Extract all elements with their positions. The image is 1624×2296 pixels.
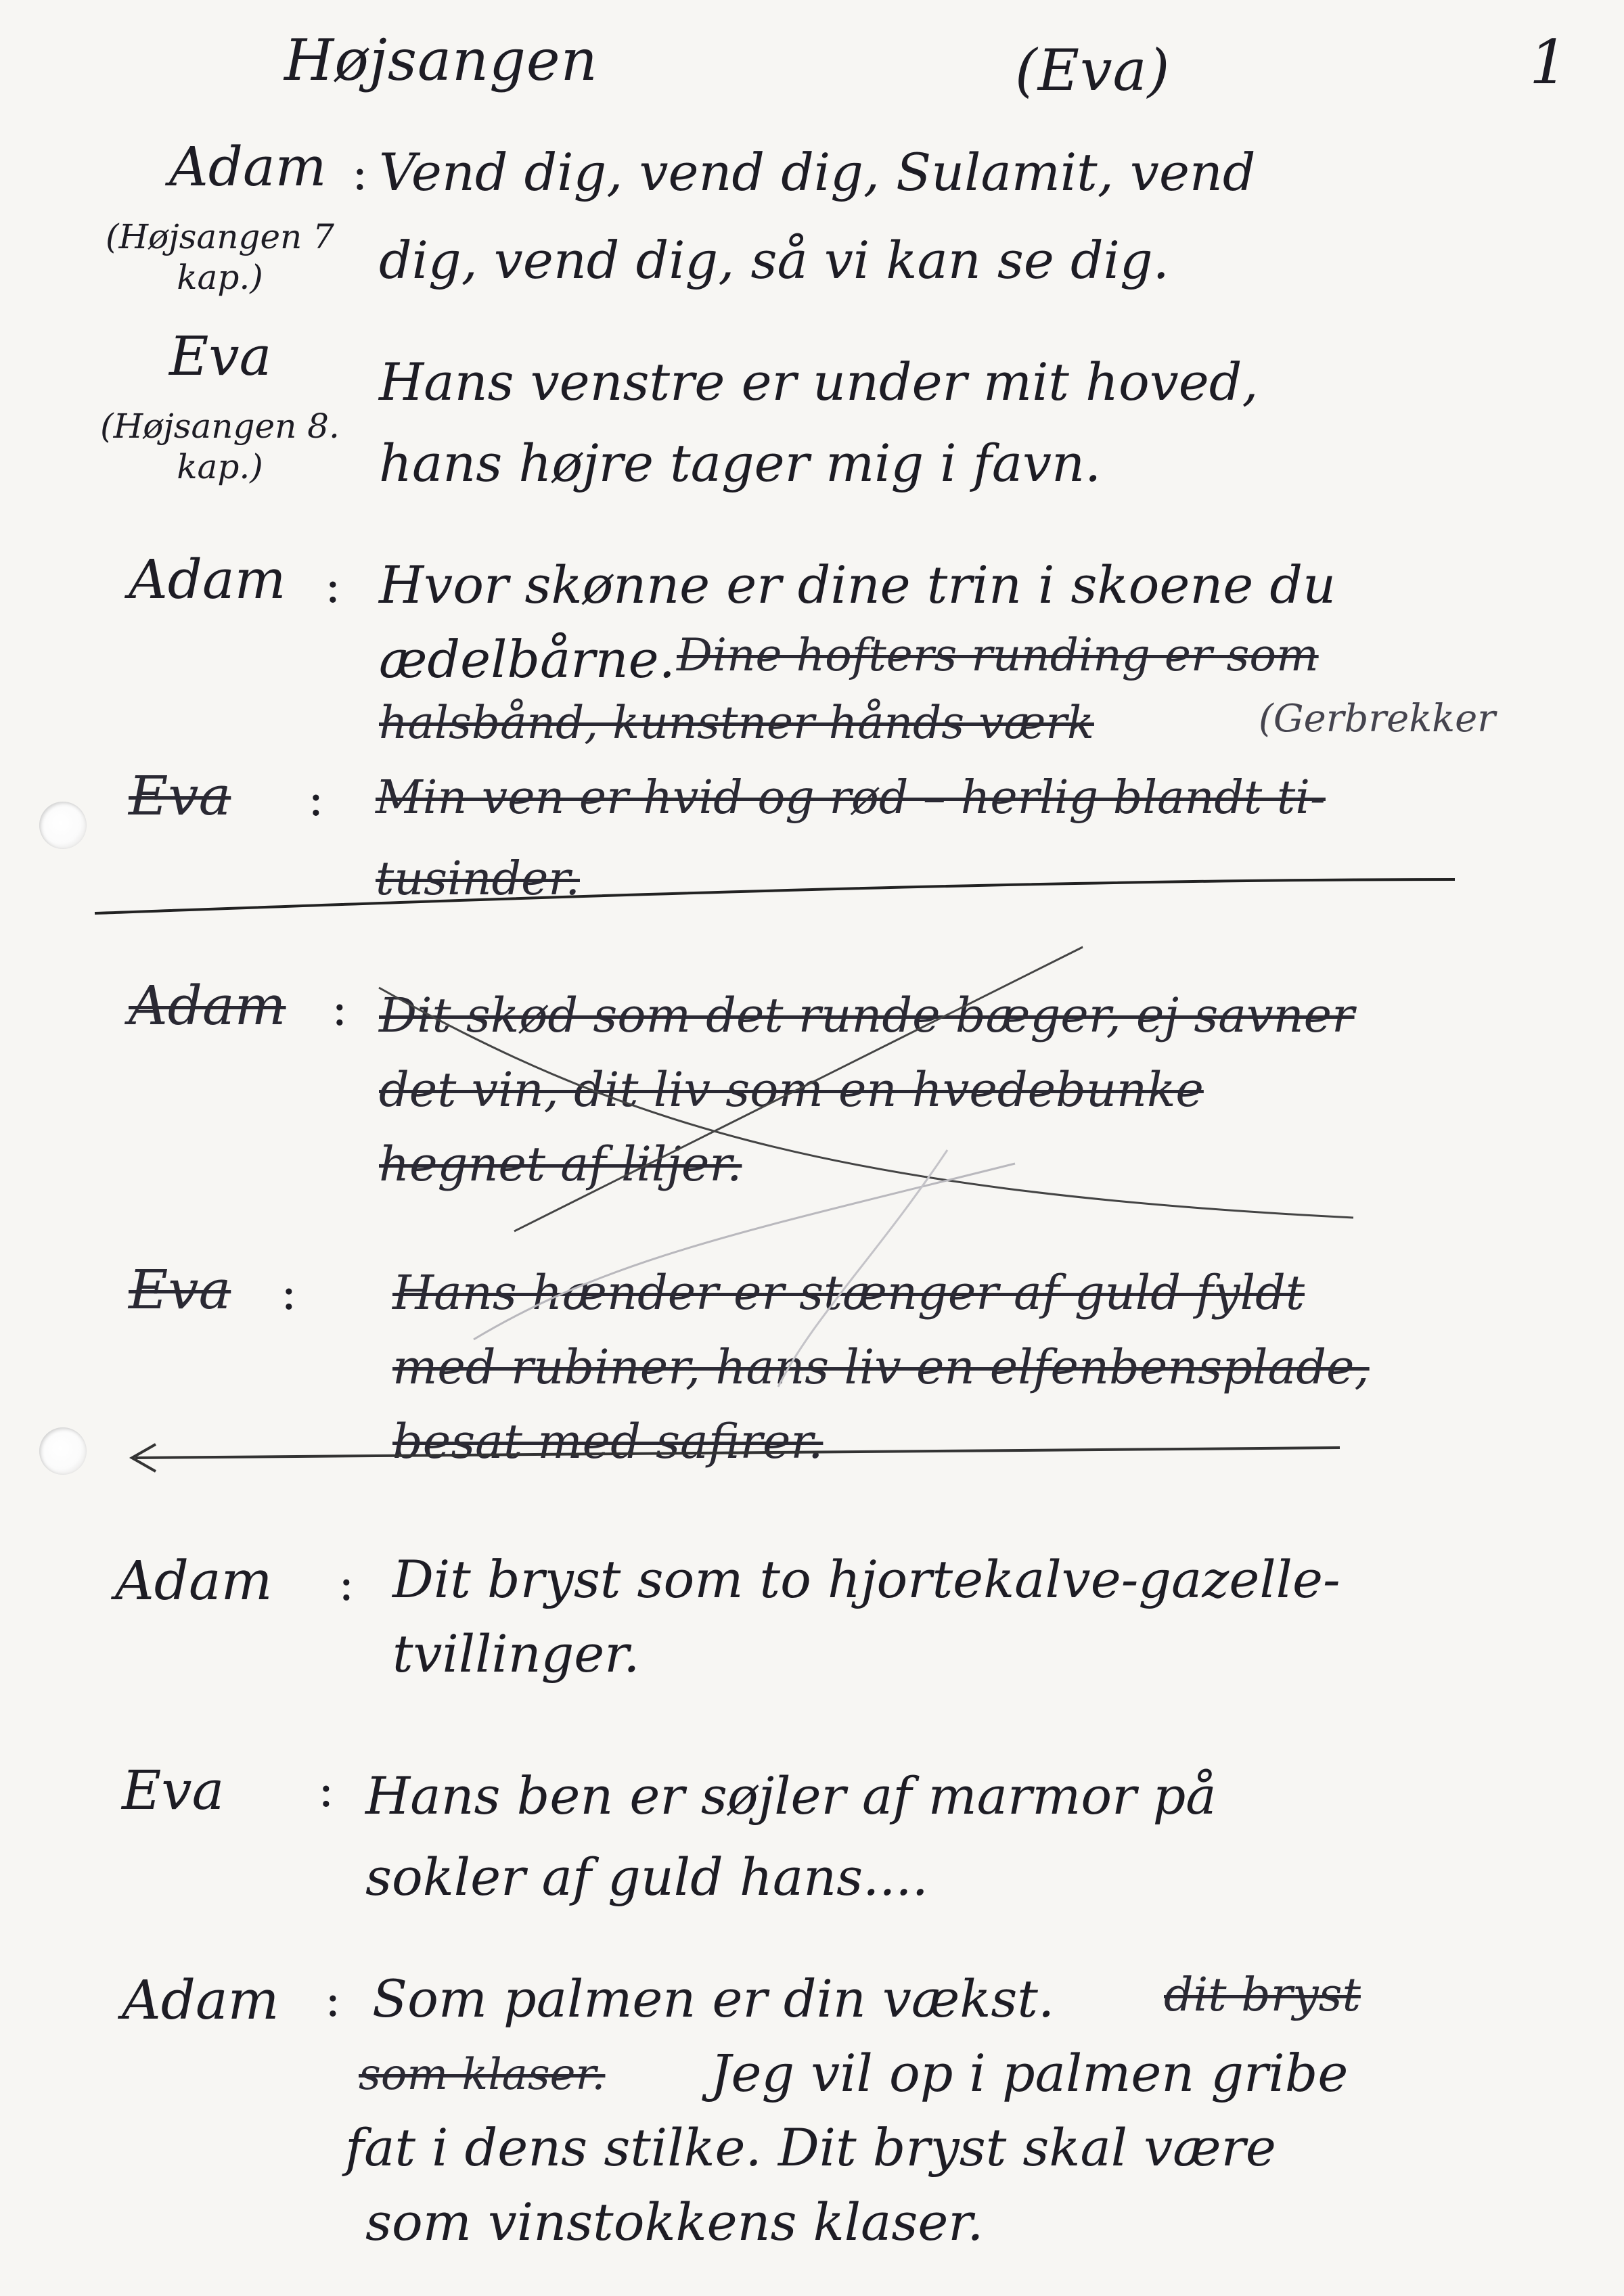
struck-verse-line: som klaser.: [359, 2050, 606, 2100]
struck-verse-line: Min ven er hvid og rød – herlig blandt ti-: [376, 771, 1326, 825]
struck-verse-line: med rubiner, hans liv en elfenbensplade,: [392, 1339, 1370, 1395]
verse-line: Vend dig, vend dig, Sulamit, vend: [379, 142, 1256, 202]
speaker-label: Adam: [169, 135, 327, 198]
chapter-reference: (Højsangen 7 kap.): [106, 217, 334, 297]
verse-line: Dit bryst som to hjortekalve-gazelle-: [392, 1549, 1340, 1609]
struck-verse-line: Dine hofters runding er som: [677, 629, 1319, 681]
speaker-label: Adam: [115, 1549, 273, 1612]
speaker-colon: :: [338, 1556, 355, 1611]
page-number: 1: [1529, 27, 1569, 98]
speaker-label: Eva: [129, 764, 231, 827]
struck-verse-line: halsbånd, kunstner hånds værk: [379, 697, 1094, 749]
speaker-colon: :: [281, 1265, 297, 1321]
speaker-label: Eva: [122, 1759, 225, 1822]
struck-verse-line: hegnet af liljer.: [379, 1136, 742, 1192]
speaker-label: Adam: [129, 974, 286, 1037]
margin-note: (Gerbrekker: [1259, 697, 1496, 741]
struck-verse-line: Dit skød som det runde bæger, ej savner: [379, 988, 1355, 1043]
struck-verse-line: tusinder.: [376, 852, 580, 906]
verse-line: Jeg vil op i palmen gribe: [710, 2043, 1349, 2103]
manuscript-subtitle: (Eva): [1015, 37, 1171, 104]
verse-line: Som palmen er din vækst.: [372, 1969, 1055, 2029]
chapter-reference: (Højsangen 8. kap.): [100, 407, 340, 486]
verse-line: dig, vend dig, så vi kan se dig.: [379, 230, 1169, 290]
verse-line: ædelbårne.: [379, 629, 675, 689]
verse-line: hans højre tager mig i favn.: [379, 433, 1102, 493]
verse-line: tvillinger.: [392, 1624, 640, 1684]
speaker-label: Adam: [122, 1969, 279, 2031]
struck-verse-line: Hans hænder er stænger af guld fyldt: [392, 1265, 1305, 1321]
verse-line: Hvor skønne er dine trin i skoene du: [379, 555, 1336, 615]
separator-stroke: [95, 879, 1455, 913]
manuscript-title: Højsangen: [284, 27, 598, 93]
speaker-colon: :: [308, 771, 324, 827]
speaker-colon: :: [332, 981, 348, 1036]
arrow-head: [132, 1444, 156, 1471]
speaker-label: Eva: [169, 325, 272, 388]
speaker-colon: :: [352, 145, 368, 201]
verse-line: Hans venstre er under mit hoved,: [379, 352, 1259, 412]
struck-verse-line: besat med safirer.: [392, 1414, 824, 1469]
verse-line: Hans ben er søjler af marmor på: [365, 1766, 1217, 1826]
speaker-label: Adam: [129, 548, 286, 611]
verse-line: fat i dens stilke. Dit bryst skal være: [345, 2117, 1276, 2178]
speaker-colon: :: [318, 1762, 334, 1818]
struck-verse-line: det vin, dit liv som en hvedebunke: [379, 1062, 1204, 1118]
punch-hole-top: [39, 802, 87, 849]
speaker-colon: :: [325, 558, 341, 614]
speaker-colon: :: [325, 1972, 341, 2027]
verse-line: sokler af guld hans....: [365, 1847, 928, 1907]
speaker-label: Eva: [129, 1258, 231, 1321]
struck-verse-line: dit bryst: [1164, 1969, 1361, 2022]
punch-hole-bottom: [39, 1427, 87, 1475]
verse-line: som vinstokkens klaser.: [365, 2192, 984, 2252]
